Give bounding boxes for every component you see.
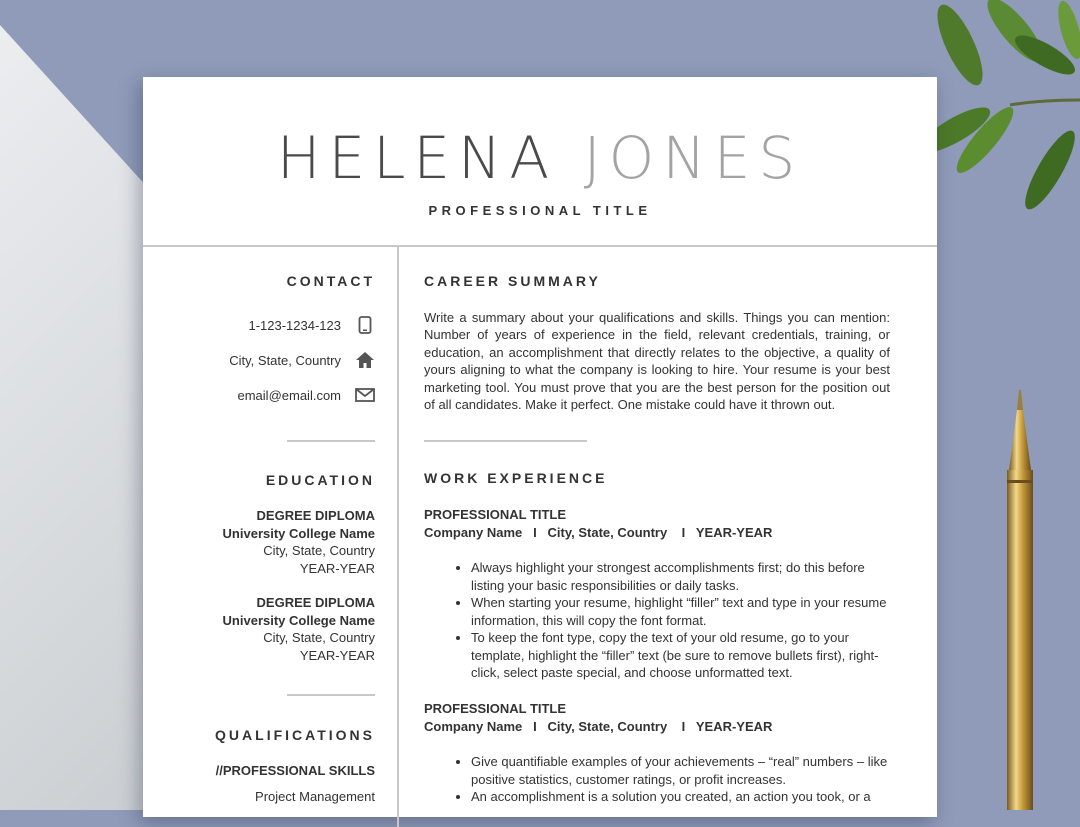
years: YEAR-YEAR [299,647,375,663]
school: University College Name [222,525,375,541]
skills-heading: //PROFESSIONAL SKILLS [215,763,375,778]
qualifications-heading: QUALIFICATIONS [215,727,375,743]
envelope-icon [355,385,375,405]
phone-text: 1-123-1234-123 [248,317,341,333]
job-entry [424,506,890,682]
job-bullet: • An accomplishment is a solution you created, an action you took, or a [471,788,890,806]
job-title: PROFESSIONAL TITLE [424,701,567,716]
contact-heading: CONTACT [286,273,375,289]
header-divider [143,245,937,247]
school-location: City, State, Country [263,543,375,558]
home-icon [355,350,375,370]
job-company-line: Company Name I City, State, Country I YEAR-YEAR [424,525,773,540]
contact-phone-row [248,315,375,335]
contact-email-row [238,385,376,405]
education-entry [223,507,375,577]
education-heading: EDUCATION [265,472,375,488]
job-bullets [424,559,890,682]
years: YEAR-YEAR [299,560,375,576]
resume-header [143,77,937,247]
job-bullet: • Give quantifiable examples of your achievements – “real” numbers – like positive statistics, customer ratings, or profit increases. [471,753,890,788]
job-bullets [424,753,890,806]
career-summary-heading: CAREER SUMMARY [424,273,601,289]
mobile-phone-icon [355,315,375,335]
skill-item: Project Management [255,789,375,804]
last-name: JONES [583,124,804,192]
education-entry [223,594,375,664]
degree: DEGREE DIPLOMA [256,508,375,523]
career-summary-text: Write a summary about your qualifications and skills. Things you can mention: Number of years of experience in the field, relevant credentials, training, or education, an accomplishment that directly relates to the objective, a quality of yours aligning to what the company is looking to hire. Your resume is your best marketing tool. You must prove that you are the best person for the position out of all candidates. Make it perfect. One mistake could have it thrown out. [424,310,890,413]
job-company-line: Company Name I City, State, Country I YEAR-YEAR [424,719,773,734]
column-divider [397,247,399,827]
summary-divider [424,440,587,442]
contact-location-row [229,350,375,370]
email-text: email@email.com [237,387,341,403]
contact-divider [287,440,375,442]
job-bullet: • To keep the font type, copy the text of your old resume, go to your template, highlight the “filler” text (be sure to remove bullets first), right-click, select paste special, and choose unformatted text. [471,629,890,682]
job-bullet: • Always highlight your strongest accomplishments first; do this before listing your basic responsibilities or daily tasks. [471,559,890,594]
school: University College Name [222,612,375,628]
resume-page [143,77,937,817]
degree: DEGREE DIPLOMA [256,595,375,610]
professional-title: PROFESSIONAL TITLE [428,203,652,218]
full-name [143,125,937,191]
gold-pen-image [985,385,1045,810]
job-bullet: • When starting your resume, highlight “filler” text and type in your resume information, this will copy the font format. [471,594,890,629]
job-title: PROFESSIONAL TITLE [424,507,567,522]
location-text: City, State, Country [229,352,341,368]
olive-branch-image [920,0,1080,230]
first-name: HELENA [276,124,558,192]
work-experience-heading: WORK EXPERIENCE [424,470,608,486]
education-divider [287,694,375,696]
school-location: City, State, Country [263,630,375,645]
job-entry [424,700,890,806]
